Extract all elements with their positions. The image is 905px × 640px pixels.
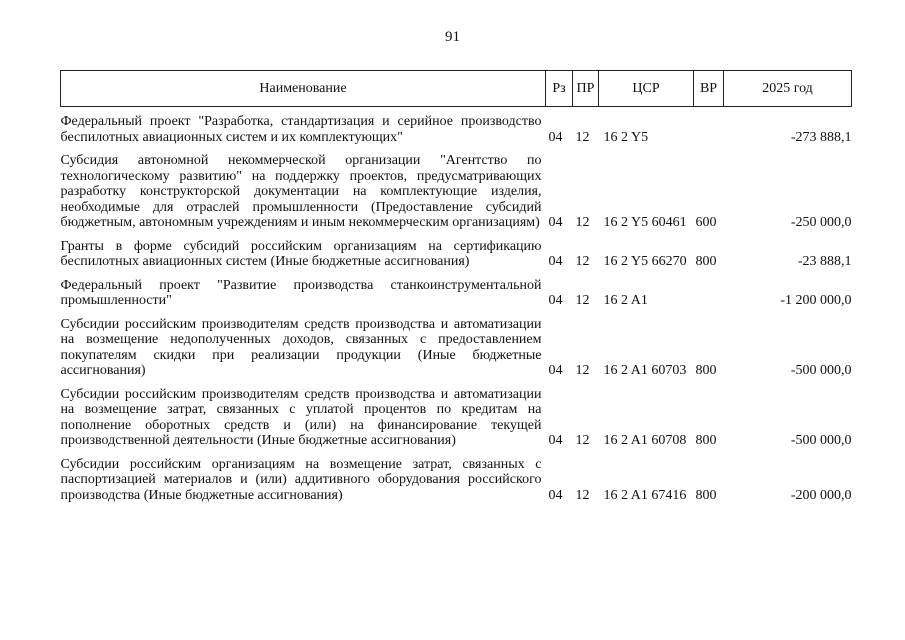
row-amount: -23 888,1	[797, 254, 852, 269]
row-pr: 12	[575, 215, 590, 230]
table-row	[61, 317, 852, 387]
table-row	[61, 153, 852, 239]
row-rz: 04	[548, 129, 563, 145]
row-pr: 12	[575, 293, 590, 308]
row-amount: -273 888,1	[790, 129, 852, 145]
table-row	[61, 457, 852, 512]
row-csr: 16 2 Y5 66270	[603, 254, 687, 269]
row-rz: 04	[548, 433, 563, 448]
row-rz: 04	[548, 487, 563, 503]
row-amount: -250 000,0	[790, 215, 852, 230]
row-vr: 600	[695, 215, 717, 230]
row-csr: 16 2 A1 67416	[603, 487, 687, 503]
row-vr	[694, 278, 724, 317]
header-name: Наименование	[61, 71, 546, 107]
row-name: Субсидии российским производителям средств производства и автоматизации на возмещение затрат, связанных с уплатой процентов по кредитам на пополнение оборотных средств и (или) на финансирование текущей производственной деятельности (Иные бюджетные ассигнования)	[60, 386, 542, 448]
row-pr: 12	[575, 487, 590, 503]
row-amount: -200 000,0	[790, 487, 852, 503]
budget-table	[60, 70, 852, 511]
row-vr: 800	[695, 254, 717, 269]
row-csr: 16 2 A1 60708	[603, 433, 687, 448]
header-pr: ПР	[573, 71, 599, 107]
row-rz: 04	[548, 254, 563, 269]
header-vr: ВР	[694, 71, 724, 107]
row-csr: 16 2 Y5 60461	[603, 215, 687, 230]
row-pr: 12	[575, 129, 590, 145]
row-rz: 04	[548, 293, 563, 308]
row-amount: -500 000,0	[790, 363, 852, 378]
row-name: Субсидии российским производителям средств производства и автоматизации на возмещение недополученных доходов, связанных с предоставлением покупателям скидки при реализации продукции (Иные бюджетные ассигнования)	[60, 316, 542, 378]
row-name: Федеральный проект "Развитие производства станкоинструментальной промышленности"	[60, 277, 542, 308]
row-csr: 16 2 A1 60703	[603, 363, 687, 378]
table-row	[61, 278, 852, 317]
header-rz: Рз	[546, 71, 573, 107]
row-amount: -1 200 000,0	[780, 293, 852, 308]
table-row	[61, 107, 852, 154]
row-rz: 04	[548, 215, 563, 230]
row-pr: 12	[575, 254, 590, 269]
table-row	[61, 387, 852, 457]
row-amount: -500 000,0	[790, 433, 852, 448]
row-vr: 800	[695, 487, 717, 503]
row-csr: 16 2 A1	[603, 293, 648, 308]
row-csr: 16 2 Y5	[603, 129, 649, 145]
row-rz: 04	[548, 363, 563, 378]
row-vr	[694, 107, 724, 154]
row-name: Субсидии российским организациям на возмещение затрат, связанных с паспортизацией материалов и (или) аддитивного оборудования российского производства (Иные бюджетные ассигнования)	[60, 456, 542, 503]
row-name: Гранты в форме субсидий российским организациям на сертификацию беспилотных авиационных систем (Иные бюджетные ассигнования)	[60, 238, 542, 269]
row-name: Федеральный проект "Разработка, стандартизация и серийное производство беспилотных авиационных систем и их комплектующих"	[60, 114, 542, 145]
header-amount: 2025 год	[724, 71, 852, 107]
row-pr: 12	[575, 433, 590, 448]
table-header-row	[61, 71, 852, 107]
page-number: 91	[445, 29, 460, 45]
row-pr: 12	[575, 363, 590, 378]
table-row	[61, 239, 852, 278]
row-vr: 800	[695, 433, 717, 448]
header-csr: ЦСР	[599, 71, 694, 107]
row-vr: 800	[695, 363, 717, 378]
row-name: Субсидия автономной некоммерческой организации "Агентство по технологическому развитию" на поддержку проектов, предусматривающих разработку конструкторской документации на комплектующие изделия, необходимые для отраслей промышленности (Предоставление субсидий бюджетным, автономным учреждениям и иным некоммерческим организациям)	[60, 153, 542, 230]
